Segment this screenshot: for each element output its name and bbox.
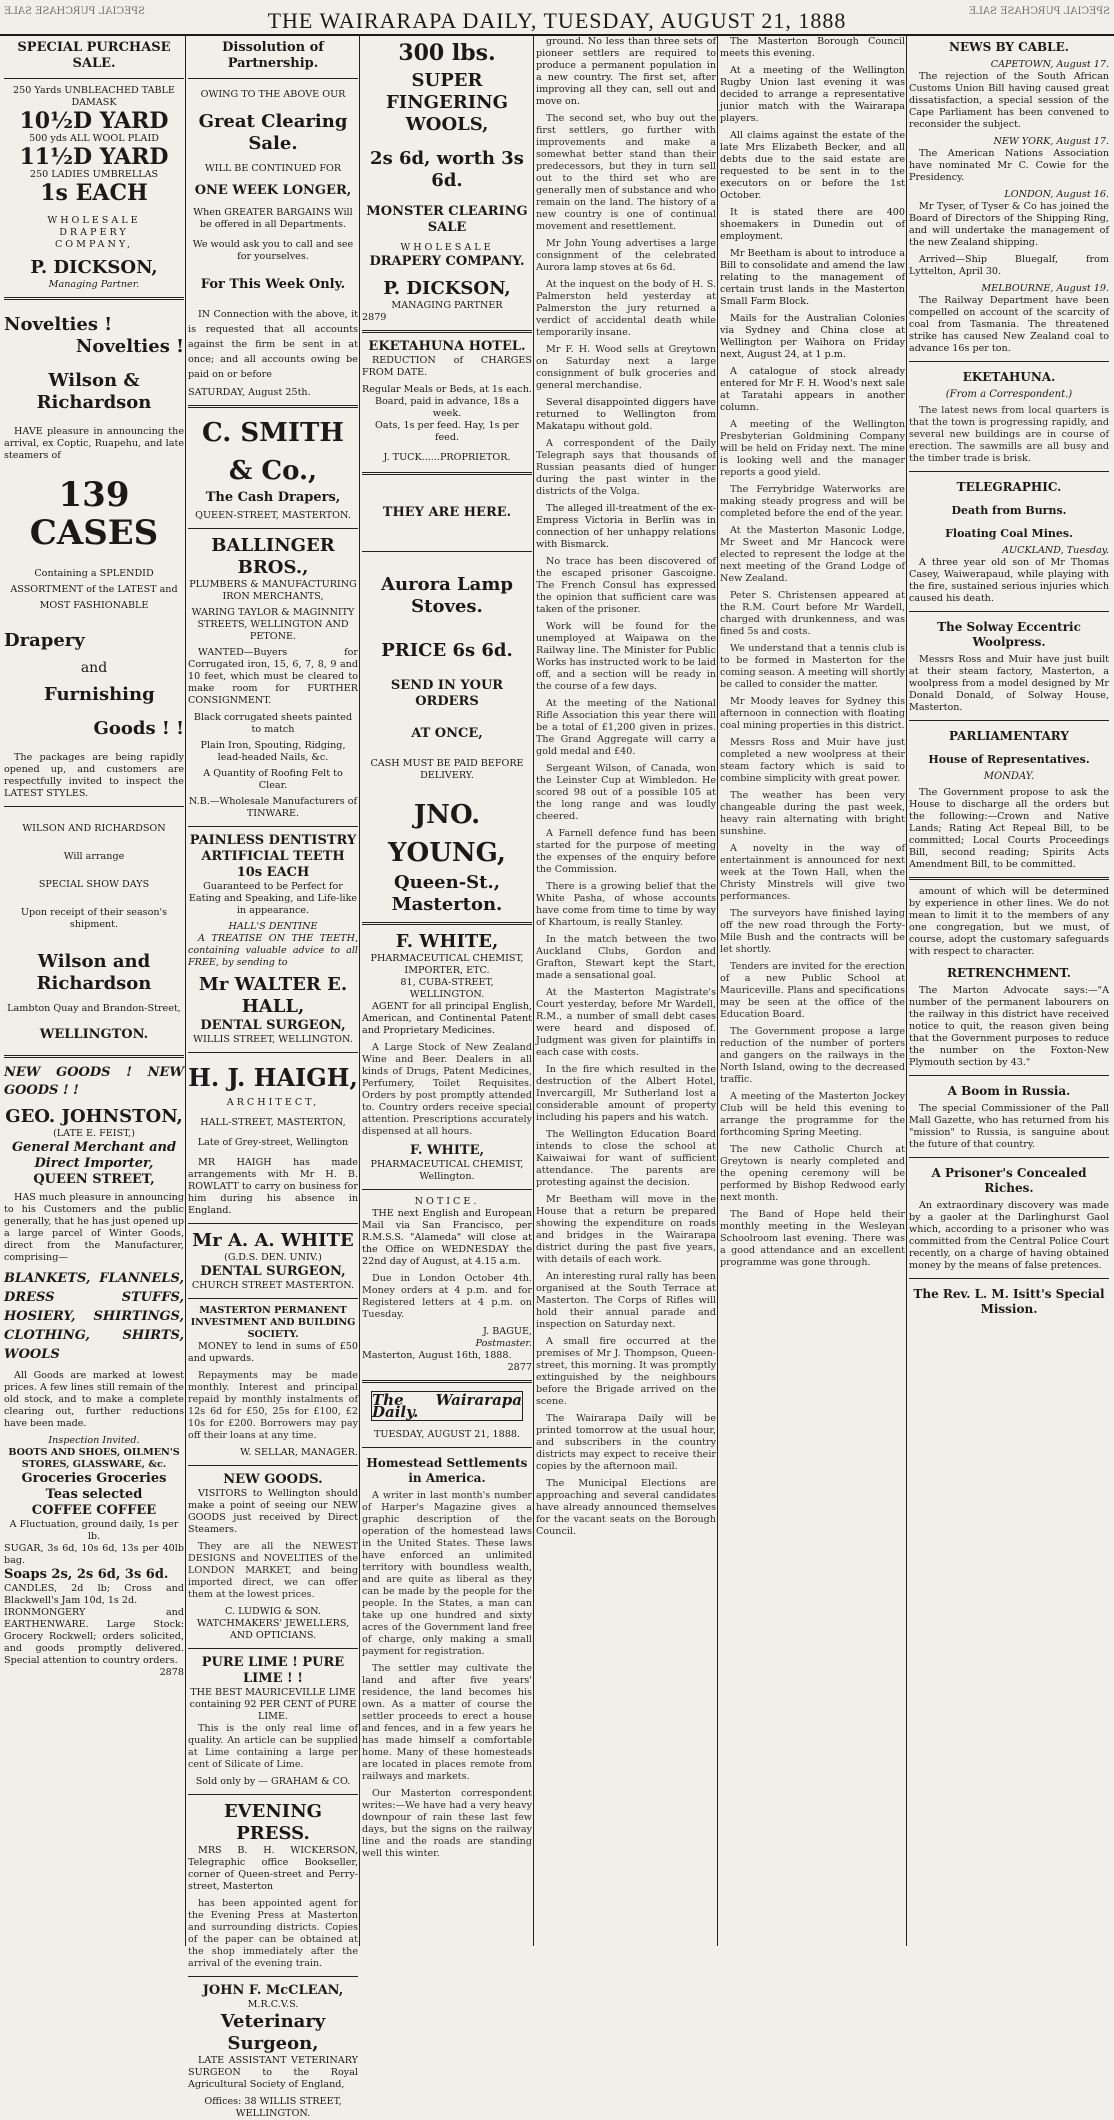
dateline-new-york: NEW YORK, August 17.	[993, 136, 1109, 147]
cable-melbourne: The Railway Department have been compelled on account of the scarcity of coal from Tasmania. The threatened strike has caused New Zealand coal to advance 16s per ton.	[909, 295, 1109, 354]
regular-meals: Regular Meals or Beds, at 1s each. Board, paid in advance, 18s a week.	[362, 384, 532, 419]
aurora-lamp-stoves: Aurora Lamp Stoves.	[381, 574, 513, 617]
isitt-mission-heading: The Rev. L. M. Isitt's Special Mission.	[913, 1287, 1105, 1316]
smith-street: QUEEN-STREET, MASTERTON.	[195, 510, 351, 521]
boom-russia-text: The special Commissioner of the Pall Mall Gazette, who has returned from his "mission" to Russia, is sanguine about the future of that country.	[909, 1103, 1109, 1150]
at-once: AT ONCE,	[411, 726, 483, 741]
coffee-heading: COFFEE COFFEE	[31, 1503, 157, 1518]
saturday-date: SATURDAY, August 25th.	[188, 387, 311, 398]
ad-number-2879: 2879	[362, 312, 387, 323]
smith-firm: C. SMITH & Co.,	[202, 418, 344, 486]
halls-dentine: HALL'S DENTINE	[228, 921, 318, 932]
wilson-town: WELLINGTON.	[39, 1027, 149, 1042]
column-rule	[717, 36, 718, 1946]
white-street: 81, CUBA-STREET, WELLINGTON.	[400, 977, 494, 1000]
cable-capetown: The rejection of the South African Customs Union Bill having caused great dissatisfaction, a special session of the Cape Parliament has been convened to reconsider the subject.	[909, 71, 1109, 130]
painless-dentistry: PAINLESS DENTISTRY	[189, 833, 357, 848]
plumbers-text: PLUMBERS & MANUFACTURING IRON MERCHANTS,	[189, 579, 357, 602]
col6-text: amount of which will be determined by experience in other lines. We do not mean to limit it to the members of any one congregation, but we must, of course, adopt the customary safeguards with respect to character.	[909, 886, 1109, 957]
death-from-burns: Death from Burns.	[951, 504, 1067, 517]
will-be-continued: WILL BE CONTINUED FOR	[204, 163, 342, 174]
willis-street: WILLIS STREET, WELLINGTON.	[193, 1034, 353, 1045]
news-estate: All claims against the estate of the late Mrs Elizabeth Becker, and all debts due to the said estate are requested to be sent in to the executors on or before the 1st October.	[720, 130, 905, 201]
ad-dickson-role: Managing Partner.	[48, 279, 140, 290]
ad-number: 2878	[159, 1667, 184, 1678]
boots-shoes: BOOTS AND SHOES, OILMEN'S STORES, GLASSWARE, &c.	[8, 1447, 180, 1470]
dateline-capetown: CAPETOWN, August 17.	[990, 59, 1109, 70]
ironmongery-text: IRONMONGERY and EARTHENWARE. Large Stock: Grocery Rockwell; orders solicited, and goods promptly delivered. Special attention to country orders.	[4, 1607, 184, 1666]
soaps-price: Soaps 2s, 2s 6d, 3s 6d.	[4, 1567, 169, 1582]
news-by-cable: NEWS BY CABLE.	[949, 40, 1069, 54]
column-1	[4, 36, 184, 1946]
season-shipment: Upon receipt of their season's shipment.	[20, 907, 168, 930]
mcclean-army: LATE ASSISTANT VETERINARY SURGEON to the Royal Agricultural Society of England,	[188, 2055, 358, 2090]
news-diggers: Several disappointed diggers have returned to Wellington from Makatapu without gold.	[536, 397, 716, 432]
waring-text: WARING TAYLOR & MAGINNITY STREETS, WELLINGTON AND PETONE.	[191, 607, 355, 642]
and-word: and	[80, 660, 108, 676]
walter-hall: Mr WALTER E. HALL,	[198, 974, 348, 1017]
ad-company: COMPANY,	[54, 239, 134, 250]
dissolution-heading: Dissolution of Partnership.	[222, 40, 324, 71]
wickerson-text: MRS B. H. WICKERSON, Telegraphic office Bookseller, corner of Queen-street and Perry-street, Masterton	[188, 1845, 358, 1892]
johnston-name: GEO. JOHNSTON,	[5, 1106, 183, 1127]
teeth-treatise: A TREATISE ON THE TEETH, containing valuable advice to all FREE, by sending to	[188, 933, 358, 968]
solway-text: Messrs Ross and Muir have just built at their steam factory, Masterton, a woolpress from a model designed by Mr Donald Donald, of Solway House, Masterton.	[909, 654, 1109, 713]
postmaster: Postmaster.	[475, 1338, 532, 1349]
special-show-days: SPECIAL SHOW DAYS	[38, 879, 150, 890]
post-number: 2877	[507, 1362, 532, 1373]
white-name: F. WHITE,	[395, 931, 499, 952]
super-fingering-wools: SUPER FINGERING WOOLS,	[386, 70, 508, 135]
aa-dental-surgeon: DENTAL SURGEON,	[200, 1264, 346, 1279]
pure-lime: PURE LIME ! PURE LIME ! !	[201, 1655, 345, 1686]
column-4: ground. No less than three sets of pioneer settlers are required to produce a permanent population in a new country. The first set, after improving all they can, sell out and move on. The second set, who buy out the first settlers, go further with improvements and make a somewhat better stand than their predecessors, but they in turn sell out to the third set who are generally men of substance and who remain on the land. The history of a new country is one of continual movement and resettlement. Mr John Young advertises a large consignment of the celebrated Aurora lamp stoves at 6s 6d. At the inquest on the body of H. S. Palmerston held yesterday at Palmerston the jury returned a verdict of accidental death while temporarily insane. Mr F. H. Wood sells at Greytown on Saturday next a large consignment of bulk groceries and general merchandise. Several disappointed diggers have returned to Wellington from Makatapu without gold. A correspondent of the Daily Telegraph says that thousands of Russian peasants died of hunger during the past winter in the districts of the Volga. The alleged ill-treatment of the ex-Empress Victoria in Berlin was in connection of her unhappy relations with Bismarck. No trace has been discovered of the escaped prisoner Gascoigne. The French Consul has expressed the opinion that sufficient care was taken of the prisoner. Work will be found for the unemployed at Waipawa on the Railway line. The Minister for Public Works has instructed work to be laid off, and a section will be ready in the course of a few days. At the meeting of the National Rifle Association this year there will be a total of £1,200 given in prizes. The Grand Aggregate will carry a gold medal and £40. Sergeant Wilson, of Canada, won the Leinster Cup at Wimbledon. He scored 98 out of a possible 105 at the long range and was loudly cheered. A Farnell defence fund has been started for the purpose of meeting the expenses of the enquiry before the Commission. There is a growing belief that the White Pasha, of whose accounts have come from time to time by way of Khartoum, is really Stanley. In the match between the two Auckland Clubs, Gordon and Grafton, Stewart kept the Start, made a sensational goal. At the Masterton Magistrate's Court yesterday, before Mr Wardell, R.M., a number of small debt cases were heard and disposed of. Judgment was given for plaintiffs in each case with costs. In the fire which resulted in the destruction of the Albert Hotel, Invercargill, Mr Sutherland lost a considerable amount of property including his papers and his watch. The Wellington Education Board intends to close the school at Kaiwaiwai for want of sufficient attendance. The parents are protesting against the decision. Mr Beetham will move in the House that a return be prepared showing the expenditure on roads and bridges in the Wairarapa district during the past five years, with details of each work. An interesting rural rally has been organised at the South Terrace at Masterton. The Corps of Rifles will hold their annual parade and inspection on Saturday next. A small fire occurred at the premises of Mr J. Thompson, Queen-street, this morning. It was promptly extinguished by the neighbours before the Brigade arrived on the scene. The Wairarapa Daily will be printed tomorrow at the usual hour, and subscribers in the country districts may expect to receive their copies by the afternoon mail. The Municipal Elections are approaching and several candidates have already announced themselves for the vacant seats on the Borough Council.	[536, 36, 716, 1537]
money-to-lend: MONEY to lend in sums of £50 and upwards.	[188, 1341, 358, 1364]
column-5: The Masterton Borough Council meets this evening. At a meeting of the Wellington Rugby Union last evening it was decided to arrange a representative junior match with the Wairarapa players. All claims against the estate of the late Mrs Elizabeth Becker, and all debts due to the said estate are requested to be sent in to the executors on or before the 1st October. It is stated there are 400 shoemakers in Dunedin out of employment. Mr Beetham is about to introduce a Bill to consolidate and amend the law relating to the management of certain trust lands in the Masterton Small Farm Block. Mails for the Australian Colonies via Sydney and China close at Wellington per Waihora on Friday next, August 24, at 1 p.m. A catalogue of stock already entered for Mr F. H. Wood's next sale at Taratahi appears in another column. A meeting of the Wellington Presbyterian Goldmining Company will be held on Friday next. The mine is looking well and the manager reports a good yield. The Ferrybridge Waterworks are making steady progress and will be completed before the end of the year. At the Masterton Masonic Lodge, Mr Sweet and Mr Hancock were elected to represent the lodge at the next meeting of the Grand Lodge of New Zealand. Peter S. Christensen appeared at the R.M. Court before Mr Wardell, charged with drunkenness, and was fined 5s and costs. We understand that a tennis club is to be formed in Masterton for the coming season. A meeting will shortly be called to consider the matter. Mr Moody leaves for Sydney this afternoon in connection with floating coal mining properties in this district. Messrs Ross and Muir have just completed a new woolpress at their steam factory which is said to combine simplicity with great power. The weather has been very changeable during the past week, heavy rain alternating with bright sunshine. A novelty in the way of entertainment is announced for next week at the Town Hall, when the Christy Minstrels will give two performances. The surveyors have finished laying off the new road through the Forty-Mile Bush and the contracts will be let shortly. Tenders are invited for the erection of a new Public School at Mauriceville. Plans and specifications may be seen at the office of the Education Board. The Government propose a large reduction of the number of porters and gangers on the railways in the North Island, owing to the decreased traffic. A meeting of the Masterton Jockey Club will be held this evening to arrange the programme for the forthcoming Spring Meeting. The new Catholic Church at Greytown is nearly completed and the opening ceremony will be performed by Bishop Redwood early next month. The Band of Hope held their monthly meeting in the Wesleyan Schoolroom last evening. There was a good attendance and an excellent programme was gone through.	[720, 36, 905, 1268]
dateline-melbourne: MELBOURNE, August 19.	[981, 283, 1109, 294]
johnston-late: (LATE E. FEIST,)	[53, 1128, 135, 1139]
tinware-nb: N.B.—Wholesale Manufacturers of TINWARE.	[188, 796, 358, 819]
ad-price-umbrellas: 1s EACH	[40, 180, 148, 206]
plain-iron: Plain Iron, Spouting, Ridging, lead-headed Nails, &c.	[200, 740, 346, 763]
wilson-caps: WILSON AND RICHARDSON	[22, 823, 166, 834]
retrenchment-heading: RETRENCHMENT.	[947, 966, 1071, 980]
notice-heading: NOTICE.	[414, 1196, 480, 1207]
greater-bargains: When GREATER BARGAINS Will be offered in all Departments.	[193, 207, 353, 230]
news-mails: Mails for the Australian Colonies via Sydney and China close at Wellington per Waihora on Friday next, August 24, at 1 p.m.	[720, 313, 905, 360]
johnston-street: QUEEN STREET,	[33, 1172, 155, 1187]
drapery-word: Drapery	[4, 630, 85, 651]
wilson-richardson-footer: Wilson and Richardson	[36, 951, 152, 994]
novelties-heading-1: Novelties !	[4, 314, 113, 335]
retrenchment-text: The Marton Advocate says:—"A number of the permanent labourers on the railway in this district have received notice to quit, the reason given being that the Government purposes to reduce the number on the Foxton-New Plymouth section by 43."	[909, 985, 1109, 1068]
cash-before-delivery: CASH MUST BE PAID BEFORE DELIVERY.	[370, 758, 524, 781]
managing-partner: MANAGING PARTNER	[391, 300, 503, 311]
haigh-late: Late of Grey-street, Wellington	[197, 1137, 349, 1148]
boom-russia-heading: A Boom in Russia.	[947, 1084, 1071, 1098]
monday-heading: MONDAY.	[983, 771, 1035, 782]
johnston-role: General Merchant and Direct Importer,	[11, 1140, 177, 1171]
roofing-felt: A Quantity of Roofing Felt to Clear.	[203, 768, 343, 791]
ad-wholesale: WHOLESALE	[47, 215, 141, 226]
column-6: NEWS BY CABLE. CAPETOWN, August 17. The rejection of the South African Customs Union Bill having caused great dissatisfaction, a special session of the Cape Parliament has been convened to reconsider the subject. NEW YORK, August 17. The American Nations Association have nominated Mr C. Cowie for the Presidency. LONDON, August 16. Mr Tyser, of Tyser & Co has joined the Board of Directors of the Shipping Ring, and will undertake the management of the new Zealand shipping. Arrived—Ship Bluegalf, from Lyttelton, April 30. MELBOURNE, August 19. The Railway Department have been compelled on account of the scarcity of coal from Tasmania. The threatened strike has caused New Zealand coal to advance 16s per ton. EKETAHUNA. (From a Correspondent.) The latest news from local quarters is that the town is progressing rapidly, and several new buildings are in course of erection. The sawmills are all busy and the timber trade is brisk. TELEGRAPHIC. Death from Burns. Floating Coal Mines. AUCKLAND, Tuesday. A three year old son of Mr Thomas Casey, Waiwerapaud, while playing with the fire, sustained serious injuries which caused his death. The Solway Eccentric Woolpress. Messrs Ross and Muir have just built at their steam factory, Masterton, a woolpress from a model designed by Mr Donald Donald, of Solway House, Masterton. PARLIAMENTARY House of Representatives. MONDAY. The Government propose to ask the House to discharge all the orders but the following:—Crown and Native Lands; Rating Act Repeal Bill, to be committed; Local Courts Proceedings Bill, second reading; Spirits Acts Amendment Bill, to be committed. amount of which will be determined by experience in other lines. We do not mean to limit it to the members of any one congregation, but we must, of course, adopt the customary safeguards with respect to character. RETRENCHMENT. The Marton Advocate says:—"A number of the permanent labourers on the railway in this district have received notice to quit, the reason given being that the Government purposes to reduce the number on the Foxton-New Plymouth section by 43." A Boom in Russia. The special Commissioner of the Pall Mall Gazette, who has returned from his "mission" to Russia, is sanguine about the future of that country. A Prisoner's Concealed Riches. An extraordinary discovery was made by a gaoler at the Darlinghurst Gaol which, according to a prisoner who was committed from the Central Police Court recently, on a charge of having obtained money by the means of false pretences. The Rev. L. M. Isitt's Special Mission.	[909, 40, 1109, 1316]
cases-count: 139 CASES	[29, 475, 159, 553]
news-empress: The alleged ill-treatment of the ex-Empress Victoria in Berlin was in connection of her unhappy relations with Bismarck.	[536, 503, 716, 550]
drapery-company: DRAPERY COMPANY.	[369, 254, 525, 269]
candles-price: CANDLES, 2d lb; Cross and Blackwell's Jam 10d, 1s 2d.	[4, 1583, 184, 1606]
evening-press: EVENING PRESS.	[223, 1801, 323, 1844]
black-sheets: Black corrugated sheets painted to match	[193, 712, 353, 735]
architect: ARCHITECT,	[226, 1097, 320, 1108]
dateline-london: LONDON, August 16.	[1004, 189, 1109, 200]
coffee-price: A Fluctuation, ground daily, 1s per lb.	[9, 1519, 179, 1542]
send-orders: SEND IN YOUR ORDERS	[390, 678, 504, 709]
article-heading: Homestead Settlements in America.	[366, 1456, 528, 1485]
visitors-text: VISITORS to Wellington should make a point of seeing our NEW GOODS just received by Direct Steamers.	[188, 1488, 358, 1535]
mcclean-offices: Offices: 38 WILLIS STREET, WELLINGTON.	[204, 2096, 342, 2119]
cable-new-york: The American Nations Association have nominated Mr C. Cowie for the Presidency.	[909, 148, 1109, 183]
packages-text: The packages are being rapidly opened up, and customers are respectfully invited to inspect the LATEST STYLES.	[4, 752, 184, 799]
telegraphic-heading: TELEGRAPHIC.	[956, 480, 1062, 494]
furnishing-word: Furnishing	[44, 684, 155, 705]
ad-drapery: DRAPERY	[59, 227, 129, 238]
artificial-teeth: ARTIFICIAL TEETH 10s EACH	[201, 849, 345, 880]
wanted-text: WANTED—Buyers for Corrugated iron, 15, 6, 7, 8, 9 and 10 feet, which must be cleared to make room for FURTHER CONSIGNMENT.	[188, 647, 358, 706]
paper-date: TUESDAY, AUGUST 21, 1888.	[373, 1429, 521, 1440]
winter-goods-list: BLANKETS, FLANNELS, DRESS STUFFS, HOSIERY, SHIRTINGS, CLOTHING, SHIRTS, WOOLS	[4, 1271, 184, 1362]
column-rule	[906, 36, 907, 1946]
concealed-riches-text: An extraordinary discovery was made by a gaoler at the Darlinghurst Gaol which, according to a prisoner who was committed from the Central Police Court recently, on a charge of having obtained money by the means of false pretences.	[909, 1200, 1109, 1271]
parliament-text: The Government propose to ask the House to discharge all the orders but the following:—Crown and Native Lands; Rating Act Repeal Bill, to be committed; Local Courts Proceedings Bill, second reading; Spirits Acts Amendment Bill, to be committed.	[909, 787, 1109, 870]
this-week-only: For This Week Only.	[200, 277, 346, 292]
johnston-announcement: HAS much pleasure in announcing to his Customers and the public generally, that he has just opened up a large parcel of Winter Goods, direct from the Manufacturer, comprising—	[4, 1192, 184, 1263]
telegraph-auckland: A three year old son of Mr Thomas Casey, Waiwerapaud, while playing with the fire, sustained serious injuries which caused his death.	[909, 557, 1109, 604]
news-beetham: Mr Beetham is about to introduce a Bill to consolidate and amend the law relating to the management of certain trust lands in the Masterton Small Farm Block.	[720, 248, 905, 307]
column-rule	[359, 36, 360, 1946]
jno-young: JNO. YOUNG,	[388, 800, 506, 868]
mauriceville-lime: THE BEST MAURICEVILLE LIME containing 92 PER CENT of PURE LIME.	[189, 1687, 357, 1722]
ad-price-damask: 10½D YARD	[19, 108, 169, 134]
column-2: Dissolution of Partnership. OWING TO THE ABOVE OUR Great Clearing Sale. WILL BE CONTINUED FOR ONE WEEK LONGER, When GREATER BARGAINS Will be offered in all Departments. We would ask you to call and see for yourselves. For This Week Only. IN Connection with the above, it is requested that all accounts against the firm be sent in at once; and all accounts owing be paid on or before SATURDAY, August 25th. C. SMITH & Co., The Cash Drapers, QUEEN-STREET, MASTERTON. BALLINGER BROS., PLUMBERS & MANUFACTURING IRON MERCHANTS, WARING TAYLOR & MAGINNITY STREETS, WELLINGTON AND PETONE. WANTED—Buyers for Corrugated iron, 15, 6, 7, 8, 9 and 10 feet, which must be cleared to make room for FURTHER CONSIGNMENT. Black corrugated sheets painted to match Plain Iron, Spouting, Ridging, lead-headed Nails, &c. A Quantity of Roofing Felt to Clear. N.B.—Wholesale Manufacturers of TINWARE. PAINLESS DENTISTRY ARTIFICIAL TEETH 10s EACH Guaranteed to be Perfect for Eating and Speaking, and Life-like in appearance. HALL'S DENTINE A TREATISE ON THE TEETH, containing valuable advice to all FREE, by sending to Mr WALTER E. HALL, DENTAL SURGEON, WILLIS STREET, WELLINGTON. H. J. HAIGH, ARCHITECT, HALL-STREET, MASTERTON, Late of Grey-street, Wellington MR HAIGH has made arrangements with Mr H. B. ROWLATT to carry on business for him during his absence in England. Mr A. A. WHITE (G.D.S. DEN. UNIV.) DENTAL SURGEON, CHURCH STREET MASTERTON. MASTERTON PERMANENT INVESTMENT AND BUILDING SOCIETY. MONEY to lend in sums of £50 and upwards. Repayments may be made monthly. Interest and principal repaid by monthly instalments of 12s 6d for £50, 25s for £100, £2 10s for £200. Borrowers may pay off their loans at any time. W. SELLAR, MANAGER. NEW GOODS. VISITORS to Wellington should make a point of seeing our NEW GOODS just received by Direct Steamers. They are all the NEWEST DESIGNS and NOVELTIES of the LONDON MARKET, and being imported direct, we can offer them at the lowest prices. C. LUDWIG & SON. WATCHMAKERS' JEWELLERS, AND OPTICIANS. PURE LIME ! PURE LIME ! ! THE BEST MAURICEVILLE LIME containing 92 PER CENT of PURE LIME. This is the only real lime of quality. An article can be supplied at Lime containing a large per cent of Silicate of Lime. Sold only by — GRAHAM & CO. EVENING PRESS. MRS B. H. WICKERSON, Telegraphic office Bookseller, corner of Queen-street and Perry-street, Masterton has been appointed agent for the Evening Press at Masterton and surrounding districts. Copies of the paper can be obtained at the shop immediately after the arrival of the evening train. JOHN F. McCLEAN, M.R.C.V.S. Veterinary Surgeon, LATE ASSISTANT VETERINARY SURGEON to the Royal Agricultural Society of England, Offices: 38 WILLIS STREET, WELLINGTON.	[188, 40, 358, 2119]
goods-word: Goods ! !	[93, 718, 184, 739]
notice-borough-council: The Masterton Borough Council meets this evening.	[720, 36, 905, 59]
news-rugby: At a meeting of the Wellington Rugby Union last evening it was decided to arrange a representative junior match with the Wairarapa players.	[720, 65, 905, 124]
assortment-text: Containing a SPLENDID ASSORTMENT of the LATEST and MOST FASHIONABLE	[10, 568, 178, 611]
special-purchase-heading: SPECIAL PURCHASE SALE.	[17, 40, 171, 71]
monster-clearing-sale: MONSTER CLEARING SALE	[366, 204, 528, 235]
hall-street: HALL-STREET, MASTERTON,	[200, 1117, 346, 1128]
sugar-price: SUGAR, 3s 6d, 10s 6d, 13s per 40lb bag.	[4, 1543, 184, 1566]
mcclean-letters: M.R.C.V.S.	[247, 1999, 299, 2010]
aa-white: Mr A. A. WHITE	[192, 1230, 354, 1251]
bague-name: J. BAGUE,	[483, 1326, 532, 1337]
church-street: CHURCH STREET MASTERTON.	[191, 1280, 355, 1291]
call-and-see: We would ask you to call and see for yourselves.	[192, 239, 354, 262]
concealed-riches-heading: A Prisoner's Concealed Riches.	[931, 1166, 1087, 1195]
wairarapa-daily-logo: The Wairarapa Daily.	[372, 1391, 522, 1421]
haigh-note: MR HAIGH has made arrangements with Mr H. B. ROWLATT to carry on business for him during his absence in England.	[188, 1157, 358, 1216]
teeth-guarantee: Guaranteed to be Perfect for Eating and Speaking, and Life-like in appearance.	[188, 881, 358, 916]
floating-coal-mines: Floating Coal Mines.	[945, 527, 1073, 540]
wilson-address: Lambton Quay and Brandon-Street,	[7, 1003, 181, 1014]
young-address: Queen-St., Masterton.	[391, 872, 503, 915]
novelties-heading-2: Novelties !	[75, 336, 184, 357]
column-rule	[185, 36, 186, 1946]
great-clearing-sale: Great Clearing Sale.	[198, 111, 348, 154]
dateline-auckland: AUCKLAND, Tuesday.	[1002, 545, 1109, 556]
post-date: Masterton, August 16th, 1888.	[362, 1350, 512, 1361]
eketahuna-sub: (From a Correspondent.)	[945, 389, 1073, 400]
mail-notice: THE next English and European Mail via San Francisco, per R.M.S.S. "Alameda" will close at the Office on WEDNESDAY the 22nd day of August, at 4.15 a.m.	[362, 1208, 532, 1267]
teas-heading: Teas selected	[45, 1487, 143, 1502]
haigh-name: H. J. HAIGH,	[188, 1063, 358, 1092]
house-heading: House of Representatives.	[928, 753, 1090, 766]
stove-price: PRICE 6s 6d.	[381, 640, 513, 661]
society-manager: W. SELLAR, MANAGER.	[240, 1447, 358, 1458]
news-shoemakers: It is stated there are 400 shoemakers in Dunedin out of employment.	[720, 207, 905, 242]
white-chemist: PHARMACEUTICAL CHEMIST, IMPORTER, ETC.	[370, 953, 524, 976]
tuck-proprietor: J. TUCK......PROPRIETOR.	[383, 452, 511, 463]
eketahuna-heading: EKETAHUNA.	[962, 370, 1056, 384]
will-arrange: Will arrange	[63, 851, 125, 862]
news-catalogue: A catalogue of stock already entered for Mr F. H. Wood's next sale at Taratahi appears in another column.	[720, 366, 905, 413]
ad-dickson-name: P. DICKSON,	[30, 257, 158, 278]
dickson-name-2: P. DICKSON,	[383, 278, 511, 299]
column-rule	[533, 36, 534, 1946]
owing-text: OWING TO THE ABOVE OUR	[200, 89, 346, 100]
masthead-corner-left: SPECIAL PURCHASE SALE	[4, 6, 145, 17]
ad-price-plaid: 11½D YARD	[19, 144, 169, 170]
eketahuna-hotel: EKETAHUNA HOTEL.	[368, 339, 526, 354]
solway-heading: The Solway Eccentric Woolpress.	[937, 620, 1081, 649]
wool-price: 2s 6d, worth 3s 6d.	[370, 148, 524, 191]
ludwig-son: C. LUDWIG & SON. WATCHMAKERS' JEWELLERS, AND OPTICIANS.	[196, 1606, 350, 1641]
mcclean-name: JOHN F. McCLEAN,	[202, 1983, 344, 1998]
wholesale-label: WHOLESALE	[400, 242, 494, 253]
one-week-longer: ONE WEEK LONGER,	[194, 183, 352, 198]
building-society: MASTERTON PERMANENT INVESTMENT AND BUILDING SOCIETY.	[190, 1305, 356, 1340]
ad-item-umbrellas: 250 LADIES UMBRELLAS	[29, 169, 159, 180]
cable-arrived: Arrived—Ship Bluegalf, from Lyttelton, April 30.	[909, 254, 1109, 277]
white-sig: F. WHITE,	[409, 1143, 485, 1158]
groceries-heading: Groceries Groceries	[21, 1471, 167, 1486]
white-agent: AGENT for all principal English, American, and Continental Patent and Proprietary Medicines.	[362, 1001, 532, 1036]
cable-london: Mr Tyser, of Tyser & Co has joined the Board of Directors of the Shipping Ring, and will undertake the management of the new Zealand shipping.	[909, 201, 1109, 248]
news-pioneer: ground. No less than three sets of pioneer settlers are required to produce a permanent population in a new country. The first set, after improving all they can, sell out and move on.	[536, 36, 716, 107]
they-are-here: THEY ARE HERE.	[382, 505, 512, 520]
wool-weight: 300 lbs.	[398, 40, 496, 66]
ad-item-plaid: 500 yds ALL WOOL PLAID	[29, 133, 159, 144]
new-goods-heading-2: NEW GOODS.	[223, 1472, 323, 1487]
masthead-corner-right: SPECIAL PURCHASE SALE	[969, 6, 1110, 17]
wilson-announcement: HAVE pleasure in announcing the arrival, ex Coptic, Ruapehu, and late steamers of	[4, 426, 184, 461]
masthead	[0, 0, 1114, 36]
white-pharm: PHARMACEUTICAL CHEMIST, Wellington.	[370, 1159, 524, 1182]
ad-item-damask: 250 Yards UNBLEACHED TABLE DAMASK	[13, 85, 175, 108]
oats-hay: Oats, 1s per feed. Hay, 1s per feed.	[375, 420, 519, 443]
column-3: 300 lbs. SUPER FINGERING WOOLS, 2s 6d, worth 3s 6d. MONSTER CLEARING SALE WHOLESALE DRAPERY COMPANY. P. DICKSON, MANAGING PARTNER 2879 EKETAHUNA HOTEL. REDUCTION of CHARGES FROM DATE. Regular Meals or Beds, at 1s each. Board, paid in advance, 18s a week. Oats, 1s per feed. Hay, 1s per feed. J. TUCK......PROPRIETOR. THEY ARE HERE. Aurora Lamp Stoves. PRICE 6s 6d. SEND IN YOUR ORDERS AT ONCE, CASH MUST BE PAID BEFORE DELIVERY. JNO. YOUNG, Queen-St., Masterton. F. WHITE, PHARMACEUTICAL CHEMIST, IMPORTER, ETC. 81, CUBA-STREET, WELLINGTON. AGENT for all principal English, American, and Continental Patent and Proprietary Medicines. A Large Stock of New Zealand Wine and Beer. Dealers in all kinds of Drugs, Patent Medicines, Perfumery, Toilet Requisites. Orders by post promptly attended to. Country orders receive special attention. Prescriptions accurately dispensed at all hours. F. WHITE, PHARMACEUTICAL CHEMIST, Wellington. NOTICE. THE next English and European Mail via San Francisco, per R.M.S.S. "Alameda" will close at the Office on WEDNESDAY the 22nd day of August, at 4.15 a.m. Due in London October 4th. Money orders at 4 p.m. and for Registered letters at 4 p.m. on Tuesday. J. BAGUE, Postmaster. Masterton, August 16th, 1888. 2877 The Wairarapa Daily. TUESDAY, AUGUST 21, 1888. Homestead Settlements in America. A writer in last month's number of Harper's Magazine gives a graphic description of the operation of the homestead laws in the United States. These laws have enforced an unlimited territory with boundless wealth, and are quite as liberal as they can be made by the people for the people. In the States, a man can take up one hundred and sixty acres of the Government land free of charge, only making a small payment for registration. The settler may cultivate the land and after five years' residence, the land becomes his own. As a matter of course the settler proceeds to erect a house and fences, and in a few years he has made himself a comfortable home. Many of these homesteads are located in places remote from railways and markets. Our Masterton correspondent writes:—We have had a very heavy downpour of rain these last few days, but the signs on the railway line and the roads are standing well this winter.	[362, 40, 532, 1859]
reduction-charges: REDUCTION of CHARGES FROM DATE.	[362, 355, 532, 378]
new-goods-heading: NEW GOODS ! NEW GOODS ! !	[4, 1065, 184, 1098]
veterinary-surgeon: Veterinary Surgeon,	[220, 2011, 326, 2054]
ballinger-heading: BALLINGER BROS.,	[211, 535, 335, 578]
aa-degree: (G.D.S. DEN. UNIV.)	[224, 1252, 322, 1263]
johnston-prices: All Goods are marked at lowest prices. A few lines still remain of the old stock, and to make a complete clearing out, further reductions have been made.	[4, 1370, 184, 1429]
inspection-invited: Inspection Invited.	[48, 1435, 140, 1446]
parliamentary-heading: PARLIAMENTARY	[949, 729, 1069, 743]
dental-surgeon: DENTAL SURGEON,	[200, 1018, 346, 1033]
newspaper-title: THE WAIRARAPA DAILY, TUESDAY, AUGUST 21, 1888	[267, 8, 847, 33]
cash-drapers: The Cash Drapers,	[205, 490, 341, 505]
lime-seller: Sold only by — GRAHAM & CO.	[195, 1776, 351, 1787]
accounts-notice: IN Connection with the above, it is requested that all accounts against the firm be sent in at once; and all accounts owing be paid on or before	[188, 309, 358, 380]
wilson-richardson-heading: Wilson & Richardson	[36, 370, 152, 413]
